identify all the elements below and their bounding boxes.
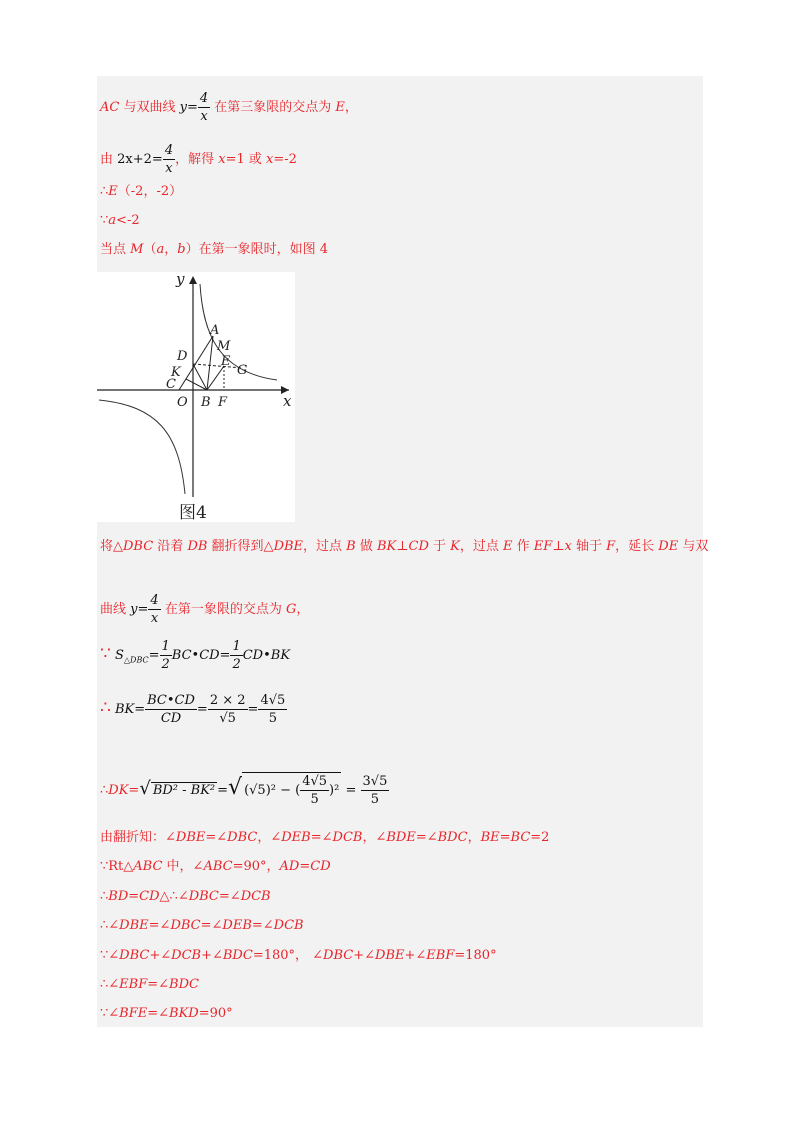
line-17 [100, 1006, 233, 1022]
text: ∴ [100, 184, 109, 199]
text: CD [408, 539, 429, 554]
text: ，∠ [257, 830, 282, 845]
text: （ [143, 242, 157, 257]
text: 由翻折知：∠ [100, 830, 176, 845]
text: E [335, 100, 345, 115]
text: B [346, 539, 356, 554]
text: F [606, 539, 616, 554]
text: DBC [188, 889, 219, 904]
fraction-num: 4 [199, 91, 209, 106]
fraction-den: 5 [310, 792, 319, 807]
text: 曲线 [100, 602, 131, 617]
text: DBE [375, 948, 405, 963]
text: 在第三象限的交点为 [210, 100, 336, 115]
text: 于 [428, 539, 451, 554]
fraction-num: 2 × 2 [209, 693, 246, 708]
text: ，解得 [175, 152, 219, 167]
text: b [177, 242, 186, 257]
text: ， [467, 830, 481, 845]
text: =∠ [147, 1006, 170, 1021]
math-var: S [114, 648, 124, 663]
line-1 [100, 90, 358, 125]
text: BE [480, 830, 500, 845]
text: = [299, 859, 311, 874]
coordinate-diagram [97, 272, 295, 522]
text: ）在第一象限时，如图 4 [185, 242, 328, 257]
fraction-num: 1 [161, 639, 170, 654]
fraction-den: 5 [370, 792, 380, 807]
fraction [361, 773, 390, 808]
text: =∠ [147, 977, 170, 992]
text: =90° [198, 1006, 233, 1021]
text: ，∠ [362, 830, 387, 845]
label-K: K [171, 365, 181, 380]
text: CD [310, 859, 331, 874]
line-11 [100, 830, 549, 846]
text: DCB [240, 889, 271, 904]
text: 轴于 [571, 539, 607, 554]
text: 当点 [100, 242, 131, 257]
line-16 [100, 977, 199, 993]
text: =180°， ∠ [252, 948, 324, 963]
text: +∠ [149, 948, 172, 963]
text: 在第一象限的交点为 [160, 602, 286, 617]
fraction [208, 692, 248, 727]
text: BD [108, 889, 129, 904]
text: M [130, 242, 144, 257]
label-D: D [177, 349, 188, 364]
line-2 [100, 142, 297, 177]
fraction [230, 638, 242, 673]
fraction [198, 90, 210, 125]
y-axis-arrow [189, 276, 197, 284]
text: +∠ [353, 948, 376, 963]
text: 由 [100, 152, 118, 167]
text: DCB [273, 918, 304, 933]
label-y: y [176, 272, 185, 288]
text: x [266, 152, 274, 167]
fraction-num: BC•CD [147, 693, 195, 708]
fraction-den: x [200, 109, 208, 124]
text: △∴∠ [159, 889, 189, 904]
text: BDE [386, 830, 416, 845]
math-eq: = [247, 702, 259, 717]
label-E: E [221, 354, 231, 369]
text: BDC [222, 948, 253, 963]
fraction [160, 638, 172, 673]
text: G [285, 602, 297, 617]
text: ∴∠ [100, 977, 120, 992]
text: AC [100, 100, 120, 115]
text: ∵∠ [100, 948, 120, 963]
math-var: y [130, 602, 138, 617]
text: ∵ [100, 213, 109, 228]
text: DK [108, 783, 129, 798]
fraction-den: 2 [232, 657, 241, 672]
text: EF [533, 539, 553, 554]
text: K [450, 539, 460, 554]
text: BKD [169, 1006, 199, 1021]
math-expr: CD•BK [242, 648, 291, 663]
text: BK [377, 539, 397, 554]
line-6 [100, 539, 708, 555]
fraction-num: 3√5 [362, 774, 388, 789]
label-x: x [283, 392, 292, 410]
line-9 [100, 692, 287, 727]
fraction-den: x [150, 611, 159, 626]
text: ∴ [100, 698, 111, 718]
text: = [128, 889, 140, 904]
text: ，过点 [303, 539, 347, 554]
text: ∴ [100, 783, 109, 798]
fraction-num: 1 [232, 639, 241, 654]
fraction-den: 5 [268, 711, 277, 726]
text: ⊥ [396, 539, 409, 554]
text: E [503, 539, 513, 554]
math-expr: (√5)² − ( [244, 783, 301, 798]
label-O: O [177, 395, 188, 410]
math-eq: = [137, 602, 149, 617]
text: DBC [227, 830, 258, 845]
text: =∠ [415, 830, 438, 845]
text: =∠ [218, 889, 241, 904]
text: DBC [170, 918, 201, 933]
math-expr: 2x+2= [117, 152, 163, 167]
text: = [128, 783, 140, 798]
fraction-den: CD [160, 711, 182, 726]
fraction-den: √5 [219, 711, 236, 726]
math-eq: = [217, 783, 229, 798]
text: ∵∠ [100, 1006, 120, 1021]
sqrt-content-2 [242, 772, 341, 808]
text: 中，∠ [162, 859, 204, 874]
text: DBC [123, 539, 154, 554]
text: a [108, 213, 117, 228]
math-eq: = [186, 100, 198, 115]
text: AD [279, 859, 300, 874]
text: DEB [281, 830, 311, 845]
text: BDC [437, 830, 468, 845]
text: E [108, 184, 118, 199]
fraction-num: 4√5 [302, 774, 328, 789]
math-var: y [179, 100, 187, 115]
line-8 [100, 638, 290, 673]
figure-caption: 图4 [179, 503, 207, 522]
text: =180° [454, 948, 497, 963]
text: EBF [426, 948, 455, 963]
text: BC [510, 830, 531, 845]
math-eq: = [341, 783, 361, 798]
fraction-num: 4√5 [260, 693, 286, 708]
text: DCB [332, 830, 363, 845]
math-sub: △DBC [123, 655, 149, 665]
text: DBC [119, 948, 150, 963]
text: 翻折得到△ [207, 539, 274, 554]
label-M: M [217, 339, 231, 354]
line-15 [100, 948, 497, 964]
text: ∵Rt△ [100, 859, 134, 874]
text: =90°， [232, 859, 280, 874]
math-eq: = [148, 648, 160, 663]
text: DCB [171, 948, 202, 963]
fraction-num: 4 [164, 143, 174, 158]
sqrt-sign: √ [139, 778, 151, 799]
text: =∠ [310, 830, 333, 845]
text: ABC [133, 859, 163, 874]
text: =∠ [251, 918, 274, 933]
fraction [145, 692, 197, 727]
text: =-2 [273, 152, 297, 167]
text: 做 [355, 539, 377, 554]
text: ， [296, 602, 310, 617]
line-7 [100, 592, 309, 627]
text: ∵ [100, 644, 111, 664]
sqrt-content: BD² - BK² [152, 783, 216, 798]
fraction [148, 592, 160, 627]
math-expr: BC•CD= [171, 648, 231, 663]
text: ∴ [100, 889, 109, 904]
fraction [163, 142, 175, 177]
label-C: C [166, 377, 176, 392]
text: DBE [273, 539, 304, 554]
text: （-2，-2） [117, 184, 183, 199]
fraction-num: 4 [150, 593, 159, 608]
text: CD [139, 889, 160, 904]
hyperbola-branch-3 [99, 400, 185, 494]
label-G: G [237, 363, 248, 378]
text: 将△ [100, 539, 123, 554]
text: <-2 [116, 213, 140, 228]
text: ，过点 [459, 539, 503, 554]
fraction [300, 773, 329, 808]
text: ABC [203, 859, 233, 874]
text: x [218, 152, 226, 167]
text: =2 [530, 830, 550, 845]
text: 与双 [678, 539, 709, 554]
text: ，延长 [615, 539, 659, 554]
line-4 [100, 213, 140, 229]
text: a [156, 242, 165, 257]
line-12 [100, 859, 331, 875]
text: ， [164, 242, 178, 257]
fraction-den: x [165, 161, 173, 176]
line-3 [100, 184, 182, 200]
text: BDC [169, 977, 199, 992]
text: DB [187, 539, 208, 554]
fraction-den: 2 [161, 657, 170, 672]
text: DBE [119, 918, 149, 933]
text: DEB [222, 918, 252, 933]
text: ∴∠ [100, 918, 120, 933]
label-A: A [210, 323, 220, 338]
line-14 [100, 918, 304, 934]
math-expr: )² [329, 783, 340, 798]
label-B: B [201, 395, 211, 410]
text: =1 或 [225, 152, 267, 167]
text: DBC [323, 948, 354, 963]
text: 与双曲线 [119, 100, 180, 115]
text: =∠ [200, 918, 223, 933]
text: EBF [119, 977, 148, 992]
label-F: F [218, 395, 228, 410]
text: = [499, 830, 511, 845]
text: +∠ [404, 948, 427, 963]
text: ， [344, 100, 358, 115]
line-13 [100, 889, 271, 905]
text: x [564, 539, 572, 554]
text: BFE [119, 1006, 148, 1021]
sqrt-sign: √ [228, 775, 243, 800]
figure-4 [97, 272, 295, 522]
text: DBE [175, 830, 206, 845]
line-10 [100, 772, 389, 808]
text: ⊥ [552, 539, 565, 554]
text: +∠ [201, 948, 223, 963]
math-expr: BK= [114, 702, 146, 717]
text: =∠ [148, 918, 171, 933]
text: =∠ [205, 830, 228, 845]
text: 作 [512, 539, 534, 554]
text: 沿着 [153, 539, 188, 554]
text: DE [658, 539, 679, 554]
line-5 [100, 242, 328, 258]
fraction [258, 692, 287, 727]
math-eq: = [196, 702, 208, 717]
